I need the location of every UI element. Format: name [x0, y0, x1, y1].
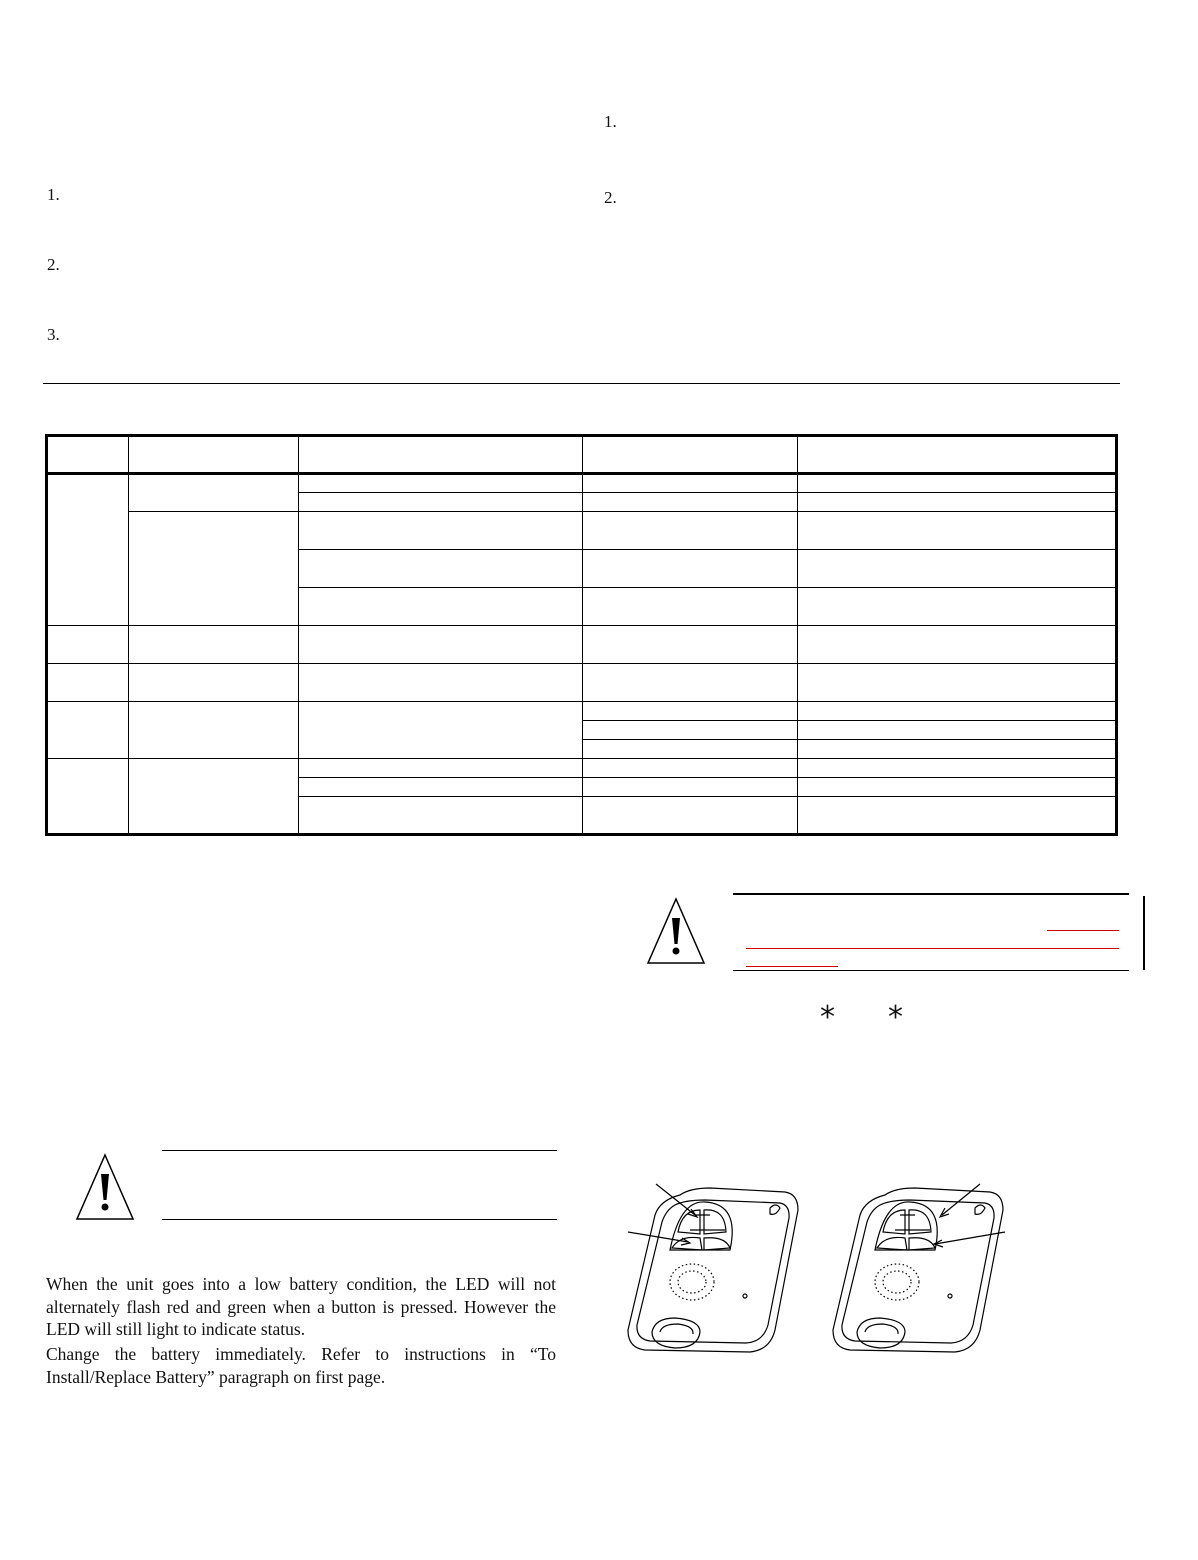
table-cell: [798, 721, 1117, 740]
left-step-2: 2.: [47, 255, 60, 274]
table-cell: [583, 759, 798, 778]
table-cell: [583, 778, 798, 797]
asterisk: *: [888, 1000, 903, 1035]
table-cell: [299, 588, 583, 626]
table-cell: [47, 474, 129, 626]
table-cell: [798, 512, 1117, 550]
keyfob-illustration: [600, 1170, 1030, 1370]
table-cell: [47, 759, 129, 835]
table-header-cell: [129, 436, 299, 474]
table-header-cell: [47, 436, 129, 474]
table-cell: [299, 512, 583, 550]
table-cell: [129, 702, 299, 759]
table-cell: [583, 512, 798, 550]
keyfob-right: [833, 1184, 1005, 1352]
spec-table: [45, 434, 1118, 836]
table-row: [47, 702, 1117, 721]
table-cell: [798, 474, 1117, 493]
table-row: [47, 512, 1117, 550]
low-battery-paragraph: When the unit goes into a low battery condition, the LED will not alternately flash red and green when a button is pressed. However the LED will still light to indicate status.: [46, 1274, 556, 1339]
table-cell: [47, 702, 129, 759]
table-cell: [798, 664, 1117, 702]
table-cell: [583, 797, 798, 835]
table-cell: [798, 493, 1117, 512]
table-row: [47, 474, 1117, 493]
table-header-cell: [299, 436, 583, 474]
table-cell: [299, 759, 583, 778]
table-cell: [583, 474, 798, 493]
table-cell: [129, 664, 299, 702]
table-cell: [798, 740, 1117, 759]
table-cell: [583, 740, 798, 759]
caution-bottom-rule: [733, 970, 1129, 971]
table-cell: [583, 550, 798, 588]
table-cell: [47, 664, 129, 702]
caution-top-rule: [733, 893, 1129, 895]
left-step-3: 3.: [47, 325, 60, 344]
table-cell: [129, 626, 299, 664]
table-cell: [299, 797, 583, 835]
table-cell: [583, 721, 798, 740]
table-cell: [299, 702, 583, 759]
table-cell: [47, 626, 129, 664]
table-cell: [798, 797, 1117, 835]
caution-icon: [645, 896, 707, 966]
right-step-1: 1.: [604, 112, 617, 131]
table-row: [47, 626, 1117, 664]
table-cell: [583, 588, 798, 626]
table-cell: [299, 550, 583, 588]
table-cell: [798, 588, 1117, 626]
caution-top-rule: [162, 1150, 557, 1151]
table-cell: [798, 550, 1117, 588]
table-cell: [299, 493, 583, 512]
table-cell: [583, 664, 798, 702]
right-step-2: 2.: [604, 188, 617, 207]
table-cell: [798, 702, 1117, 721]
revision-underline: [746, 948, 1119, 949]
table-header-row: [47, 436, 1117, 474]
revision-bar: [1143, 896, 1145, 970]
table-cell: [299, 474, 583, 493]
section-divider: [43, 383, 1120, 384]
table-cell: [798, 778, 1117, 797]
keyfob-left: [628, 1184, 798, 1352]
table-cell: [129, 759, 299, 835]
revision-underline: [1047, 930, 1119, 931]
table-cell: [583, 626, 798, 664]
table-header-cell: [798, 436, 1117, 474]
table-row: [47, 759, 1117, 778]
table-cell: [299, 778, 583, 797]
table-cell: [798, 626, 1117, 664]
table-header-cell: [583, 436, 798, 474]
table-cell: [583, 493, 798, 512]
table-cell: [299, 626, 583, 664]
caution-bottom-rule: [162, 1219, 557, 1220]
battery-instruction-paragraph: Change the battery immediately. Refer to instructions in “To Install/Replace Battery” paragraph on first page.: [46, 1344, 556, 1387]
table-cell: [129, 474, 299, 512]
table-cell: [129, 512, 299, 626]
table-cell: [583, 702, 798, 721]
table-cell: [798, 759, 1117, 778]
table-cell: [299, 664, 583, 702]
revision-underline: [746, 966, 838, 967]
asterisk: *: [820, 1000, 835, 1035]
table-row: [47, 664, 1117, 702]
caution-icon: [74, 1152, 136, 1222]
left-step-1: 1.: [47, 185, 60, 204]
